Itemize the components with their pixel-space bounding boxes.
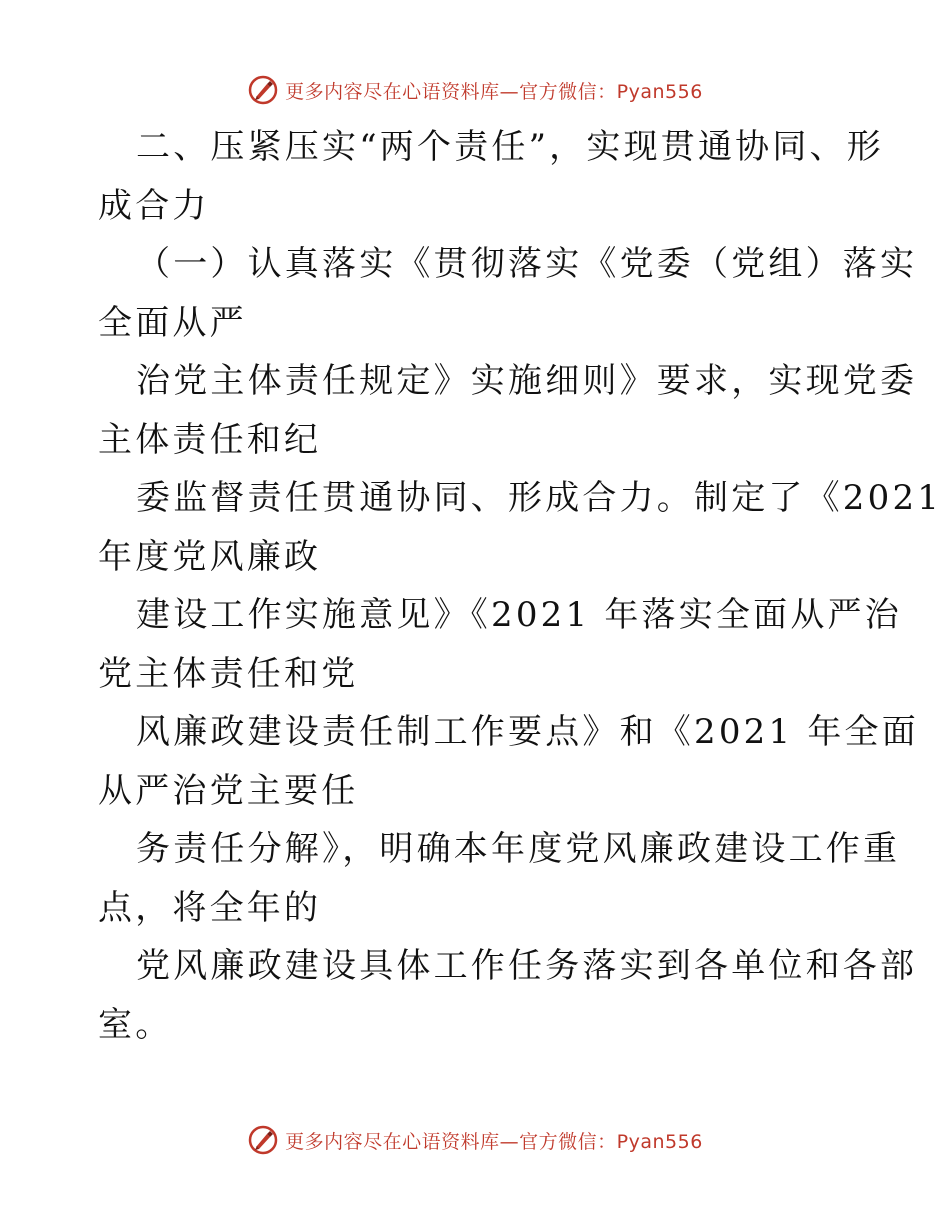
paragraph-line: 党风廉政建设具体工作任务落实到各单位和各部 (136, 946, 918, 986)
paragraph-line: 从严治党主要任 (98, 770, 359, 811)
paragraph-line: 年度党风廉政 (98, 536, 322, 577)
watermark-text: 更多内容尽在心语资料库—官方微信：Pyan556 (285, 1130, 703, 1153)
paragraph-line: 务责任分解》，明确本年度党风廉政建设工作重 (136, 829, 901, 869)
footer-watermark (0, 1120, 950, 1160)
paragraph-line: （一）认真落实《贯彻落实《党委（党组）落实 (136, 244, 918, 284)
header-watermark (0, 70, 950, 110)
paragraph-line: 委监督责任贯通协同、形成合力。制定了《2021 (136, 478, 943, 518)
document-body (98, 118, 943, 1054)
paragraph-line: 治党主体责任规定》实施细则》要求，实现党委 (136, 361, 918, 401)
pen-logo-icon (247, 1124, 279, 1156)
paragraph-line: 全面从严 (98, 302, 247, 343)
paragraph-line: 风廉政建设责任制工作要点》和《2021 年全面 (136, 712, 919, 752)
section-heading-continued: 成合力 (98, 185, 210, 226)
watermark-text: 更多内容尽在心语资料库—官方微信：Pyan556 (285, 80, 703, 103)
paragraph-line: 室。 (98, 1004, 173, 1045)
paragraph-line: 建设工作实施意见》《2021 年落实全面从严治 (136, 595, 902, 635)
paragraph-line: 党主体责任和党 (98, 653, 359, 694)
section-heading: 二、压紧压实“两个责任”，实现贯通协同、形 (136, 127, 884, 167)
paragraph-line: 点，将全年的 (98, 887, 322, 928)
paragraph-line: 主体责任和纪 (98, 419, 322, 460)
pen-logo-icon (247, 74, 279, 106)
